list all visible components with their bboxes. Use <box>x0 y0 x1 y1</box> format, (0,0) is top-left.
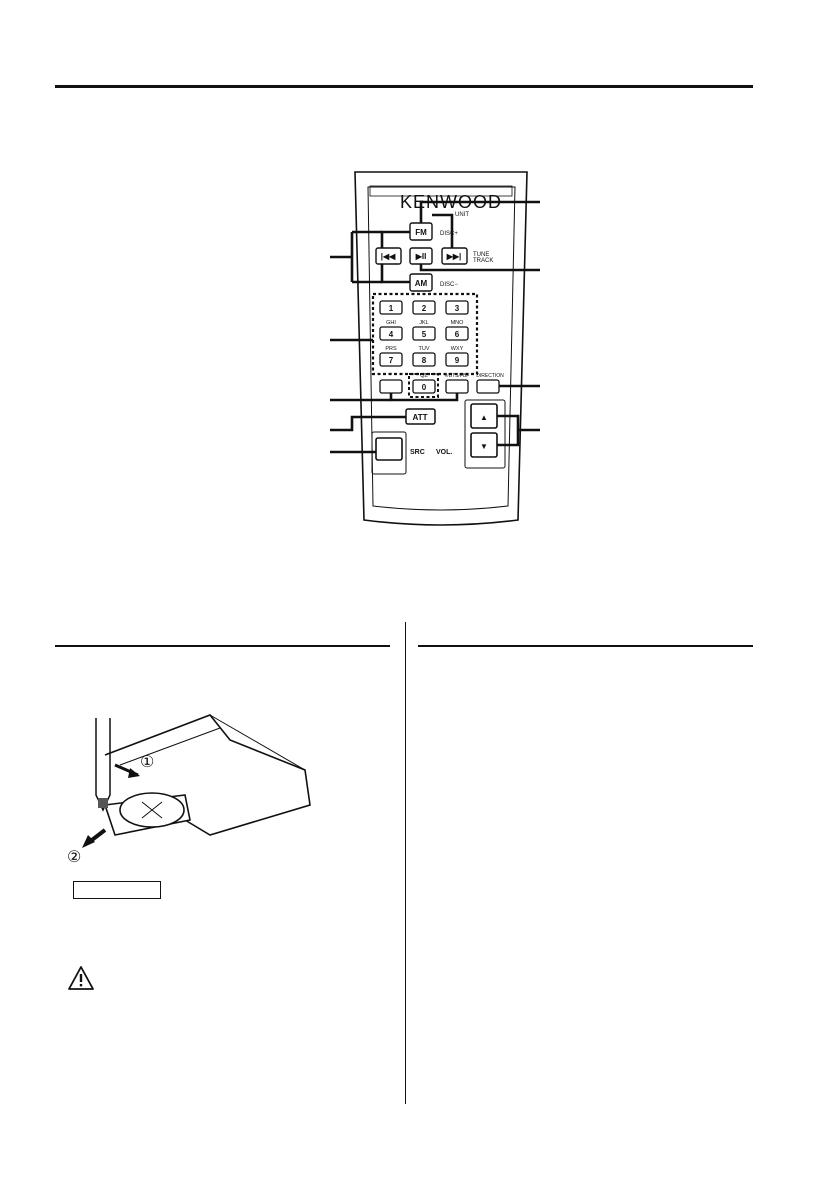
key-6-label: 6 <box>454 330 460 339</box>
label-box <box>73 881 161 899</box>
key-7-label: 7 <box>388 356 394 365</box>
key-0-label: 0 <box>421 383 427 392</box>
label-vol: VOL. <box>436 449 453 456</box>
battery-replacement-illustration <box>60 710 320 870</box>
step-1-marker: ① <box>140 754 155 771</box>
label-star: * <box>389 373 393 379</box>
label-hash: #/BTS/FBF <box>444 373 470 379</box>
remote-body <box>355 172 527 525</box>
label-disc-minus: DISC− <box>440 282 458 288</box>
next-track-icon: ▶▶| <box>446 252 462 261</box>
volume-down-icon: ▼ <box>480 442 488 451</box>
key-4-label: 4 <box>388 330 394 339</box>
step-2-marker: ② <box>67 849 82 866</box>
am-button-label: AM <box>414 279 428 288</box>
key-5-label: 5 <box>421 330 427 339</box>
label-disc-plus: DISC+ <box>440 231 458 237</box>
keypad <box>380 301 468 366</box>
label-src: SRC <box>410 449 425 456</box>
label-unit: UNIT <box>455 212 469 218</box>
letters-jkl: JKL <box>419 320 429 326</box>
hash-button[interactable] <box>446 380 468 393</box>
key-3-label: 3 <box>454 304 460 313</box>
att-button-label: ATT <box>412 413 428 422</box>
warning-icon <box>67 965 95 991</box>
brand-logo: KENWOOD <box>400 192 503 212</box>
letters-ghi: GHI <box>386 320 396 326</box>
letters-wxy: WXY <box>450 346 464 352</box>
fm-button-label: FM <box>415 228 427 237</box>
key-2-label: 2 <box>421 304 427 313</box>
letters-tuv: TUV <box>418 346 430 352</box>
key-1-label: 1 <box>388 304 394 313</box>
direction-button[interactable] <box>477 380 499 393</box>
prev-track-icon: |◀◀ <box>380 252 396 261</box>
key-9-label: 9 <box>454 356 460 365</box>
star-button[interactable] <box>380 380 402 393</box>
label-direction: DIRECTION <box>476 373 504 379</box>
volume-up-icon: ▲ <box>480 413 488 422</box>
label-track: TRACK <box>473 258 494 264</box>
letters-qz: QZ <box>420 373 428 379</box>
key-8-label: 8 <box>421 356 427 365</box>
letters-prs: PRS <box>385 346 397 352</box>
play-pause-icon: ▶II <box>415 252 427 261</box>
letters-mno: MNO <box>450 320 464 326</box>
src-button[interactable] <box>376 438 402 460</box>
label-tune: TUNE <box>473 252 490 258</box>
